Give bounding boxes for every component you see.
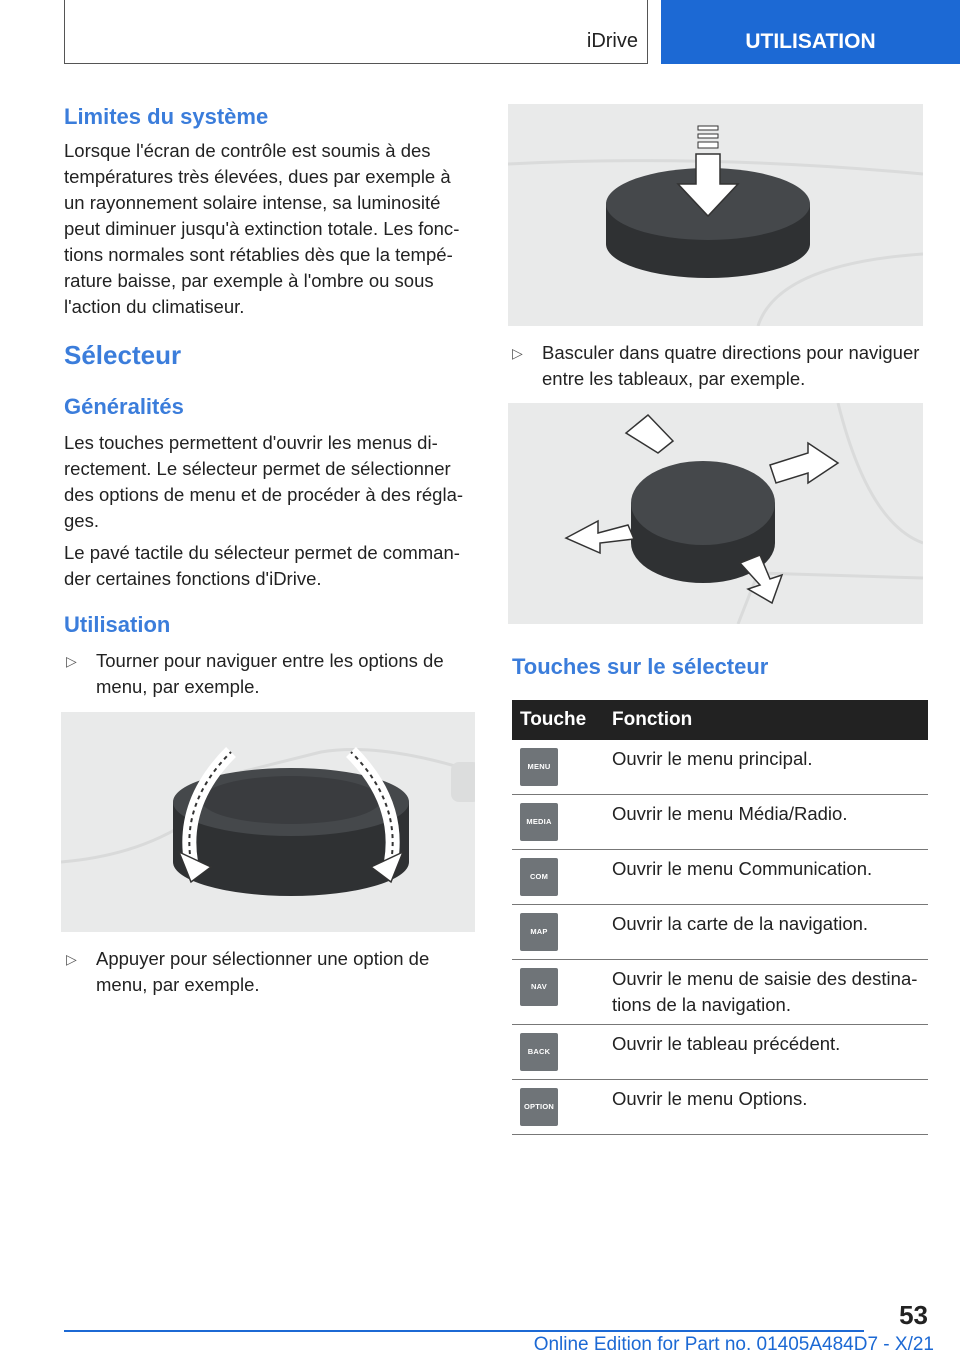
key-function-text: Ouvrir la carte de la navigation. [604, 905, 928, 960]
limits-heading: Limites du système [64, 104, 269, 129]
key-function-text: Ouvrir le menu Options. [604, 1080, 928, 1135]
col-function-header: Fonction [604, 700, 928, 740]
figure-tilt-controller [508, 403, 923, 624]
key-function-text: Ouvrir le menu principal. [604, 740, 928, 795]
key-icon-cell [512, 1080, 604, 1135]
general-heading: Généralités [64, 394, 184, 419]
menu-key-icon: MENU [520, 748, 558, 786]
table-row [512, 850, 928, 905]
bullet-turn [64, 648, 476, 700]
key-icon-cell [512, 905, 604, 960]
bullet-tilt [510, 340, 922, 392]
footer-divider [64, 1330, 864, 1332]
table-row [512, 795, 928, 850]
col-key-header: Touche [512, 700, 604, 740]
table-row [512, 960, 928, 1025]
selector-heading: Sélecteur [64, 340, 182, 370]
bullet-turn-text: Tourner pour naviguer entre les options de menu, par exemple. [96, 650, 444, 697]
bullet-press-text: Appuyer pour sélectionner une option de menu, par exemple. [96, 948, 430, 995]
key-function-text: Ouvrir le menu de saisie des destinations de la navigation. [604, 960, 928, 1025]
key-icon-cell [512, 1025, 604, 1080]
general-paragraph-2: Le pavé tactile du sélecteur permet de commander certaines fonctions d'iDrive. [64, 542, 460, 589]
footer-edition: Online Edition for Part no. 01405A484D7 - X/21 [533, 1334, 934, 1355]
keys-heading: Touches sur le sélecteur [512, 654, 769, 679]
header-section: iDrive [586, 30, 638, 52]
key-function-text: Ouvrir le menu Média/Radio. [604, 795, 928, 850]
page-number: 53 [899, 1300, 928, 1330]
figure-rotate-controller [61, 712, 475, 932]
figure-press-controller [508, 104, 923, 326]
header-chapter-label: UTILISATION [745, 30, 876, 53]
media-key-icon: MEDIA [520, 803, 558, 841]
nav-key-icon: NAV [520, 968, 558, 1006]
key-icon-cell [512, 960, 604, 1025]
bullet-triangle-icon: ▷ [66, 951, 77, 967]
bullet-triangle-icon: ▷ [66, 653, 77, 669]
key-icon-cell [512, 795, 604, 850]
com-key-icon: COM [520, 858, 558, 896]
usage-heading: Utilisation [64, 612, 171, 637]
table-row [512, 740, 928, 795]
map-key-icon: MAP [520, 913, 558, 951]
key-icon-cell [512, 740, 604, 795]
header-frame [64, 0, 648, 64]
bullet-tilt-text: Basculer dans quatre directions pour naviguer entre les tableaux, par exemple. [542, 342, 920, 389]
bullet-triangle-icon: ▷ [512, 345, 523, 361]
key-function-text: Ouvrir le menu Communication. [604, 850, 928, 905]
bullet-press [64, 946, 476, 998]
keys-table-header [512, 700, 928, 740]
general-paragraph-1: Les touches permettent d'ouvrir les menus directement. Le sélecteur permet de sélectionner des options de menu et de procéder à des réglages. [64, 432, 464, 531]
table-row [512, 905, 928, 960]
limits-paragraph: Lorsque l'écran de contrôle est soumis à des températures très élevées, dues par exemple à un rayonnement solaire intense, sa luminosité peut diminuer jusqu'à extinction totale. Les fonctions normales sont rétablies dès que la température baisse, par exemple à l'ombre ou sous l'action du climatiseur. [64, 140, 460, 317]
key-icon-cell [512, 850, 604, 905]
table-row [512, 1025, 928, 1080]
option-key-icon: OPTION [520, 1088, 558, 1126]
keys-table [512, 700, 928, 1135]
table-row [512, 1080, 928, 1135]
back-key-icon: BACK [520, 1033, 558, 1071]
header-chapter [661, 0, 960, 64]
key-function-text: Ouvrir le tableau précédent. [604, 1025, 928, 1080]
